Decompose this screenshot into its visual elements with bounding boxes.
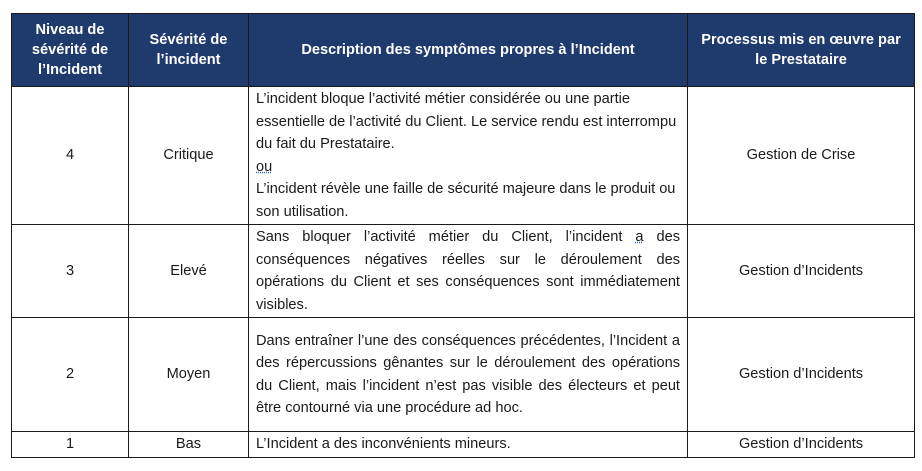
incident-severity-table xyxy=(11,13,915,458)
row-level: 1 xyxy=(12,432,129,458)
table-header-row xyxy=(12,14,915,87)
table-row xyxy=(12,87,915,225)
description-grammar-marked-word: a xyxy=(635,229,644,245)
header-description: Description des symptômes propres à l’Incident xyxy=(249,14,688,87)
description-text-after: des conséquences négatives réelles sur le déroulement des opérations du Client et ses conséquences sont immédiatement visibles. xyxy=(256,229,680,313)
row-description xyxy=(249,87,688,225)
description-part-1: L’incident bloque l’activité métier considérée ou une partie essentielle de l’activité du Client. Le service rendu est interrompu du fait du Prestataire. xyxy=(256,91,677,152)
description-or: ou xyxy=(256,158,273,175)
row-process: Gestion de Crise xyxy=(688,87,915,225)
table-row xyxy=(12,318,915,432)
row-process: Gestion d’Incidents xyxy=(688,432,915,458)
header-severity: Sévérité de l’incident xyxy=(129,14,249,87)
description-part-2: L’incident révèle une faille de sécurité majeure dans le produit ou son utilisation. xyxy=(256,181,676,220)
description-text-before: Sans bloquer l’activité métier du Client, l’incident xyxy=(256,229,636,245)
row-description xyxy=(249,225,688,318)
header-process: Processus mis en œuvre par le Prestataire xyxy=(688,14,915,87)
row-severity: Elevé xyxy=(129,225,249,318)
row-severity: Moyen xyxy=(129,318,249,432)
row-process: Gestion d’Incidents xyxy=(688,225,915,318)
row-level: 4 xyxy=(12,87,129,225)
row-level: 2 xyxy=(12,318,129,432)
row-description: L’Incident a des inconvénients mineurs. xyxy=(249,432,688,458)
row-severity: Bas xyxy=(129,432,249,458)
table-row xyxy=(12,432,915,458)
row-process: Gestion d’Incidents xyxy=(688,318,915,432)
row-severity: Critique xyxy=(129,87,249,225)
row-level: 3 xyxy=(12,225,129,318)
header-severity-level: Niveau de sévérité de l’Incident xyxy=(12,14,129,87)
row-description: Dans entraîner l’une des conséquences précédentes, l’Incident a des répercussions gênantes sur le déroulement des opérations du Client, mais l’incident n’est pas visible des électeurs et peut être contourné via une procédure ad hoc. xyxy=(249,318,688,432)
table-row xyxy=(12,225,915,318)
